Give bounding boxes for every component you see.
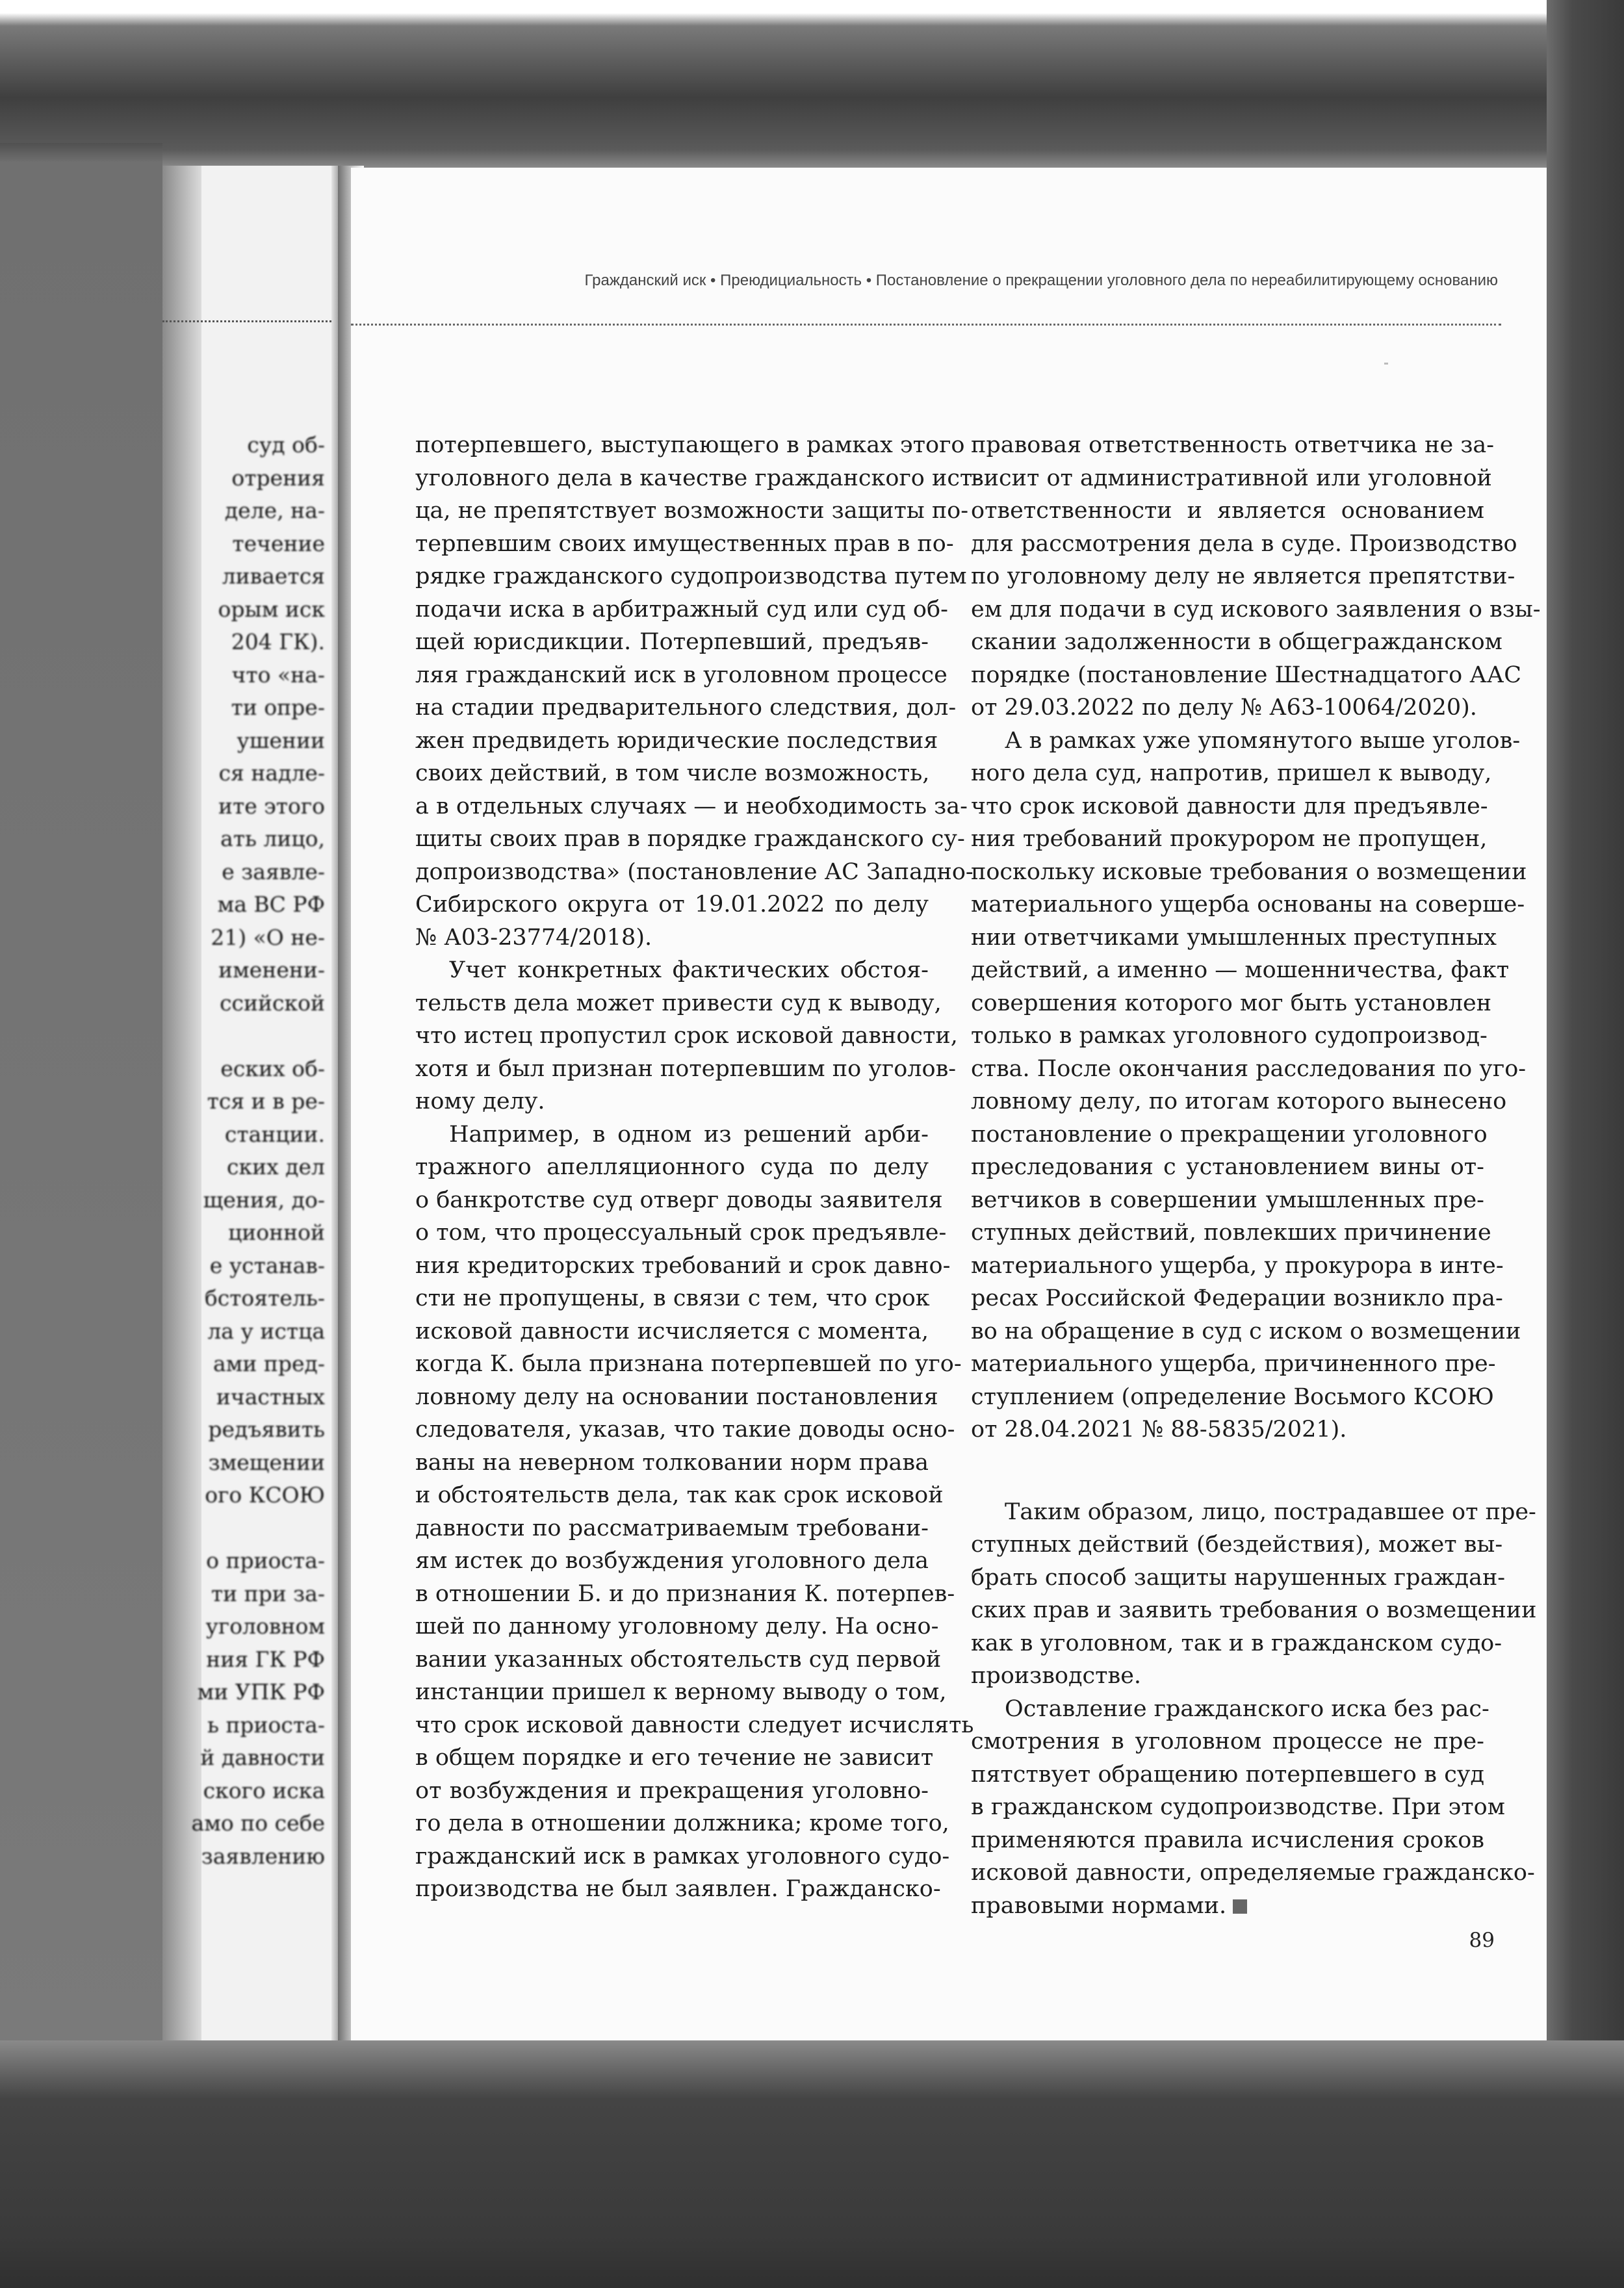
text-column-right [971,429,1541,1922]
previous-page-line: еских об- [220,1055,325,1081]
previous-page-line: щения, до- [203,1187,325,1213]
paragraph [415,954,958,1118]
article-end-mark-icon [1233,1899,1247,1914]
text-line: ступных действий, повлекших причинение [971,1220,1491,1246]
paragraph [415,429,981,954]
text-line-wrapper [971,1890,1484,1923]
text-line: Сибирского округа от 19.01.2022 по делу [415,892,929,918]
text-line: Оставление гражданского иска без рас- [1005,1695,1489,1722]
text-line: потерпевшего, выступающего в рамках этого [415,432,965,458]
text-line: производстве. [971,1663,1142,1689]
previous-page-line: отрения [231,465,325,491]
text-line: как в уголовном, так и в гражданском судо- [971,1630,1502,1656]
previous-page-line: именени- [218,957,325,983]
previous-page-line: амо по себе [191,1810,325,1836]
text-line: преследования с установлением вины от- [971,1154,1484,1180]
text-line: в гражданском судопроизводстве. При этом [971,1794,1505,1820]
previous-page-line: ти опре- [231,695,325,720]
text-line: смотрения в уголовном процессе не пре- [971,1729,1484,1755]
text-line: материального ущерба, у прокурора в инте- [971,1252,1504,1279]
previous-page-line: течение [232,530,325,556]
text-line: по уголовному делу не является препятстви- [971,563,1515,589]
text-line: терпевшим своих имущественных прав в по- [415,530,954,557]
previous-page-line: ма ВС РФ [217,892,325,917]
text-line: и обстоятельств дела, так как срок исковой [415,1482,944,1508]
paragraph [415,1118,974,1906]
text-line: ния требований прокурором не пропущен, [971,826,1488,852]
text-line: ловному делу на основании постановления [415,1383,938,1410]
text-line: инстанции пришел к верному выводу о том, [415,1679,947,1705]
text-line: висит от административной или уголовной [971,465,1492,491]
previous-page-line: ливается [222,563,325,589]
previous-page-line: орым иск [218,596,325,622]
paragraph [971,429,1541,725]
previous-page-line: ся надле- [218,760,325,786]
text-line: скании задолженности в общегражданском [971,629,1502,655]
text-line: Например, в одном из решений арби- [449,1121,929,1148]
previous-page-line: змещении [208,1449,325,1475]
previous-page-line: ского иска [203,1777,325,1803]
text-line: № А03-23774/2018). [415,924,652,951]
text-line: пятствует обращению потерпевшего в суд [971,1761,1484,1788]
text-line: материального ущерба основаны на соверше- [971,892,1525,918]
previous-page-line: е устанав- [209,1252,325,1278]
text-column-left [415,429,981,1906]
paragraph [971,1693,1535,1923]
text-line: действий, а именно — мошенничества, факт [971,957,1510,983]
previous-page-line: ите этого [218,793,325,819]
previous-page-line: ссийской [220,990,325,1016]
text-line: что срок исковой давности следует исчислять [415,1712,974,1738]
text-line: в общем порядке и его течение не зависит [415,1745,934,1771]
text-line: Учет конкретных фактических обстоя- [449,957,929,983]
text-line: Таким образом, лицо, пострадавшее от пре- [1005,1498,1536,1525]
previous-page-line: ать лицо, [220,826,325,851]
text-line: давности по рассматриваемым требовани- [415,1515,929,1541]
text-line: ям истек до возбуждения уголовного дела [415,1548,929,1574]
text-line: ства. После окончания расследования по уго- [971,1055,1527,1082]
text-line: тражного апелляционного суда по делу [415,1154,929,1180]
previous-page-line: 204 ГК). [231,629,325,654]
text-line: А в рамках уже упомянутого выше уголов- [1005,727,1521,754]
previous-page-line: ционной [228,1220,325,1245]
text-line: щиты своих прав в порядке гражданского су- [415,826,965,852]
text-line: ния кредиторских требований и срок давно- [415,1252,951,1279]
previous-page-line: ь приоста- [207,1712,325,1738]
previous-page-line: ми УПК РФ [197,1679,325,1704]
text-line: ских прав и заявить требования о возмещении [971,1597,1537,1623]
text-line: хотя и был признан потерпевшим по уголов- [415,1055,957,1082]
text-line: от возбуждения и прекращения уголовно- [415,1777,929,1804]
previous-page-line: ами пред- [213,1351,325,1376]
text-line: производства не был заявлен. Гражданско- [415,1876,941,1902]
previous-page-line: станции. [224,1121,325,1147]
scanner-background-left [0,143,162,2079]
text-line: от 29.03.2022 по делу № А63-10064/2020). [971,695,1477,721]
text-line: от 28.04.2021 № 88-5835/2021). [971,1417,1347,1443]
text-line: когда К. была признана потерпевшей по уго- [415,1351,962,1377]
text-line: постановление о прекращении уголовного [971,1121,1488,1148]
text-line: щей юрисдикции. Потерпевший, предъяв- [415,629,929,655]
previous-page-line: о приоста- [206,1548,325,1573]
scanner-background-right [1547,0,1624,2288]
paragraph [971,1496,1537,1693]
previous-page-head-rule [162,320,351,322]
previous-page-line: заявлению [201,1843,325,1869]
text-line: ступных действий (бездействия), может вы- [971,1532,1503,1558]
previous-page-shade [162,166,201,2073]
text-line: что истец пропустил срок исковой давности, [415,1023,958,1049]
text-line: допроизводства» (постановление АС Западно- [415,858,973,885]
text-line: го дела в отношении должника; кроме того, [415,1810,949,1836]
text-line: гражданский иск в рамках уголовного судо- [415,1843,950,1870]
text-line: правовая ответственность ответчика не за- [971,432,1495,458]
text-line: ем для подачи в суд искового заявления о взы- [971,596,1541,623]
scanner-background-bottom [0,2040,1624,2288]
text-line: подачи иска в арбитражный суд или суд об- [415,596,948,623]
text-line: ветчиков в совершении умышленных пре- [971,1187,1484,1213]
text-line: нии ответчиками умышленных преступных [971,924,1497,951]
text-line: во на обращение в суд с иском о возмещении [971,1318,1521,1344]
text-line: поскольку исковые требования о возмещении [971,858,1527,885]
text-line: совершения которого мог быть установлен [971,990,1492,1016]
text-line: рядке гражданского судопроизводства путем [415,563,967,589]
text-line: ного дела суд, напротив, пришел к выводу, [971,760,1492,786]
text-line: своих действий, в том числе возможность, [415,760,930,786]
previous-page-line: уголовном [205,1613,325,1639]
paragraph-gap [971,1446,1484,1496]
previous-page-line: что «на- [231,662,325,688]
previous-page-line: ого КСОЮ [205,1482,325,1508]
previous-page-line: 21) «О не- [211,924,325,950]
previous-page-line: тся и в ре- [207,1088,325,1114]
text-line: а в отдельных случаях — и необходимость за- [415,793,968,819]
text-line: шей по данному уголовному делу. На осно- [415,1613,939,1639]
previous-page-line: ичастных [216,1383,325,1409]
previous-page-fragment [162,166,351,2073]
text-line: о банкротстве суд отверг доводы заявителя [415,1187,943,1213]
text-line: сти не пропущены, в связи с тем, что срок [415,1285,930,1311]
scanner-background-top [0,0,1624,169]
text-line: в отношении Б. и до признания К. потерпев- [415,1580,955,1607]
previous-page-line: ла у истца [207,1318,325,1344]
header-dotted-rule [351,324,1501,326]
text-line: исковой давности исчисляется с момента, [415,1318,929,1344]
text-line: ляя гражданский иск в уголовном процессе [415,662,947,688]
text-line: применяются правила исчисления сроков [971,1827,1484,1853]
text-line: материального ущерба, причиненного пре- [971,1351,1496,1377]
previous-page-line: ти при за- [211,1580,325,1606]
previous-page-line: деле, на- [224,498,325,523]
document-page [351,168,1547,2073]
running-head: Гражданский иск • Преюдициальность • Постановление о прекращении уголовного дела по нереабилитирующему основанию [584,272,1498,289]
text-line: правовыми нормами. [971,1892,1227,1919]
text-line: ловному делу, по итогам которого вынесено [971,1088,1507,1114]
text-line: ответственности и является основанием [971,498,1484,524]
previous-page-line: редъявить [208,1417,325,1442]
text-line: исковой давности, определяемые гражданско- [971,1860,1535,1886]
text-line: ресах Российской Федерации возникло пра- [971,1285,1503,1311]
text-line: жен предвидеть юридические последствия [415,727,938,754]
text-line: порядке (постановление Шестнадцатого ААС [971,662,1522,688]
text-line: тельств дела может привести суд к выводу, [415,990,942,1016]
previous-page-line: й давности [200,1745,325,1770]
text-line: ному делу. [415,1088,545,1114]
text-line: для рассмотрения дела в суде. Производство [971,530,1517,557]
text-line: ваны на неверном толковании норм права [415,1449,929,1476]
page-number: 89 [1469,1929,1495,1952]
previous-page-line: бстоятель- [204,1285,325,1311]
paragraph [971,725,1527,1446]
text-line: о том, что процессуальный срок предъявле- [415,1220,947,1246]
previous-page-line: суд об- [247,432,325,457]
previous-page-line: е заявле- [222,858,325,884]
text-line: следователя, указав, что такие доводы осно- [415,1417,955,1443]
text-line: ступлением (определение Восьмого КСОЮ [971,1383,1495,1410]
previous-page-line: ушении [237,727,325,753]
previous-page-line: ния ГК РФ [206,1646,325,1672]
text-line: уголовного дела в качестве гражданского ист- [415,465,981,491]
text-line: только в рамках уголовного судопроизвод- [971,1023,1488,1049]
previous-page-line: ских дел [226,1154,325,1179]
text-line: вании указанных обстоятельств суд первой [415,1646,942,1673]
text-line: брать способ защиты нарушенных граждан- [971,1564,1506,1591]
text-line: что срок исковой давности для предъявле- [971,793,1488,819]
text-line: ца, не препятствует возможности защиты по- [415,498,969,524]
scan-speck [1384,363,1388,365]
text-line: на стадии предварительного следствия, дол- [415,695,957,721]
